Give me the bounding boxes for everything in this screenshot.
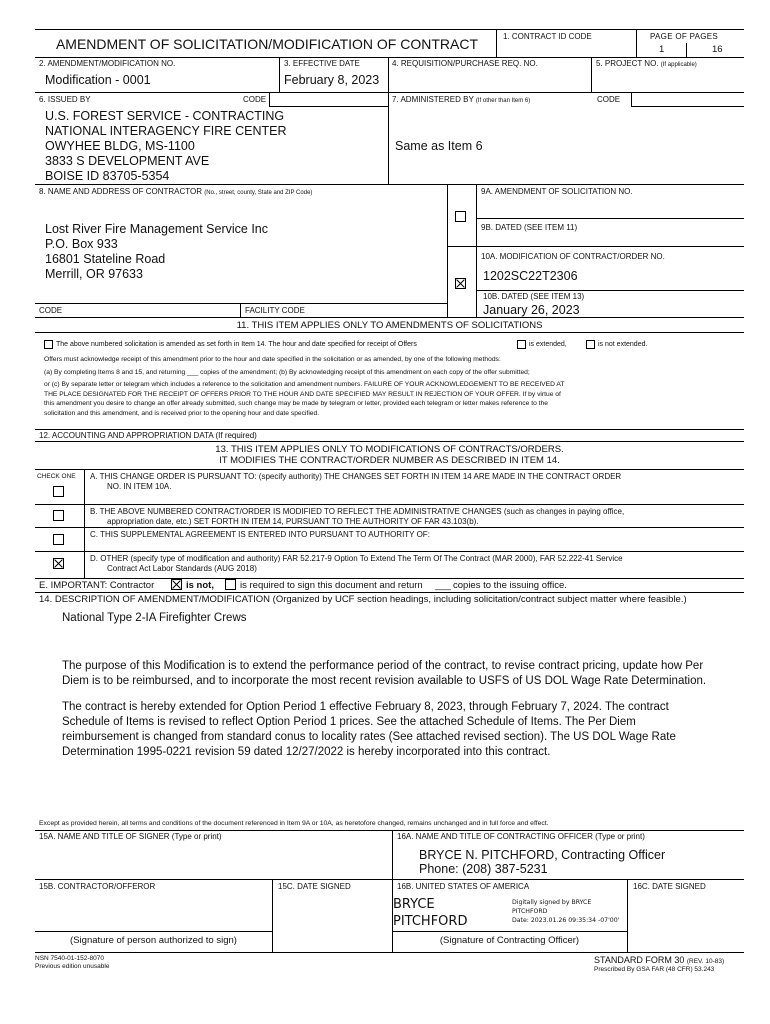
contractor-signature-caption: (Signature of person authorized to sign) xyxy=(70,935,237,946)
item-14-paragraph-2: The contract is hereby extended for Option Period 1 effective February 8, 2023, through February 7, 2024. The contract Schedule of Items is revised to reflect Option Period 1 prices. See the attached Schedule of Items. The Per Diem reimbursement is changed from standard conus to locality rates (See attached revised section). The US DOL Wage Rate Determination 1995-0221 revision 59 dated 12/27/2022 is hereby incorporated into this contract. xyxy=(62,701,676,758)
except-text: Except as provided herein, all terms and conditions of the document referenced in Item 9A or 10A, as heretofore changed, remains unchanged and in full force and effect. xyxy=(39,820,549,827)
digital-signature-name: BRYCE PITCHFORD xyxy=(393,897,468,929)
item-13c-text: C. THIS SUPPLEMENTAL AGREEMENT IS ENTERED INTO PURSUANT TO AUTHORITY OF: xyxy=(90,530,430,539)
amendment-no-label: 2. AMENDMENT/MODIFICATION NO. xyxy=(39,59,176,68)
item-15c-label: 15C. DATE SIGNED xyxy=(278,882,351,891)
item-13d-checkbox-checked[interactable] xyxy=(53,558,64,569)
item-15b-label: 15B. CONTRACTOR/OFFEROR xyxy=(39,882,156,891)
amendment-no-value: Modification - 0001 xyxy=(45,73,151,87)
page-of-pages-label: PAGE OF PAGES xyxy=(650,32,719,41)
item-13a-text: A. THIS CHANGE ORDER IS PURSUANT TO: (specify authority) THE CHANGES SET FORTH IN ITEM 14 ARE MADE IN THE CONTRACT ORDER NO. IN ITEM 10A. xyxy=(90,472,622,491)
effective-date-label: 3. EFFECTIVE DATE xyxy=(284,59,360,68)
item-15a-label: 15A. NAME AND TITLE OF SIGNER (Type or print) xyxy=(39,832,222,841)
check-one-label: CHECK ONE xyxy=(37,473,76,480)
is-not-label: is not, xyxy=(186,580,214,591)
is-required-checkbox[interactable] xyxy=(225,579,236,590)
is-not-checkbox-checked[interactable] xyxy=(171,579,182,590)
contract-id-label: 1. CONTRACT ID CODE xyxy=(503,32,592,41)
facility-code-label: FACILITY CODE xyxy=(245,306,305,315)
requisition-label: 4. REQUISITION/PURCHASE REQ. NO. xyxy=(392,59,538,68)
project-no-label: 5. PROJECT NO. (If applicable) xyxy=(596,59,697,68)
item-13b-text: B. THE ABOVE NUMBERED CONTRACT/ORDER IS MODIFIED TO REFLECT THE ADMINISTRATIVE CHANGES (such as changes in paying office, appropriation date, etc.) SET FORTH IN ITEM 14, PURSUANT TO THE AUTHORITY OF FAR 43.103(b). xyxy=(90,507,625,526)
contractor-address: Lost River Fire Management Service Inc P.O. Box 933 16801 Stateline Road Merrill, OR 97633 xyxy=(45,222,269,281)
item-13-heading: 13. THIS ITEM APPLIES ONLY TO MODIFICATIONS OF CONTRACTS/ORDERS. IT MODIFIES THE CONTRACT/ORDER NUMBER AS DESCRIBED IN ITEM 14. xyxy=(215,444,564,466)
form-title: AMENDMENT OF SOLICITATION/MODIFICATION OF CONTRACT xyxy=(55,36,479,52)
contractor-code-label: CODE xyxy=(39,306,63,315)
item-9a-label: 9A. AMENDMENT OF SOLICITATION NO. xyxy=(481,187,633,196)
contracting-officer-name: BRYCE N. PITCHFORD, Contracting Officer xyxy=(419,848,666,862)
contractor-label: 8. NAME AND ADDRESS OF CONTRACTOR (No., street, county, State and ZIP Code) xyxy=(39,187,313,196)
item-10b-value: January 26, 2023 xyxy=(483,303,580,317)
contracting-officer-phone: Phone: (208) 387-5231 xyxy=(419,862,548,876)
item-10-checkbox-checked[interactable] xyxy=(455,278,466,289)
page-number: 1 xyxy=(659,44,665,55)
item-9-checkbox[interactable] xyxy=(455,211,466,222)
item-16c-label: 16C. DATE SIGNED xyxy=(633,882,706,891)
item-13b-checkbox[interactable] xyxy=(53,510,64,521)
pages-total: 16 xyxy=(712,44,723,55)
digital-signature-details: Digitally signed by BRYCE PITCHFORD Date: 2023.01.26 09:35:34 -07'00' xyxy=(512,899,620,924)
item-11-heading: 11. THIS ITEM APPLIES ONLY TO AMENDMENTS OF SOLICITATIONS xyxy=(236,320,543,331)
item-11-text: Offers must acknowledge receipt of this amendment prior to the hour and date specified in the solicitation or as amended, by one of the following methods: (a) By completing Items 8 and 15, and returning ___ copies of the amendment; (b) By acknowledging receipt of this amendment on each copy of the offer submitted; or (c) By separate letter or telegram which includes a reference to the solicitation and amendment numbers. FAILURE OF YOUR ACKNOWLEDGEMENT TO BE RECEIVED AT THE PLACE DESIGNATED FOR THE RECEIPT OF OFFERS PRIOR TO THE HOUR AND DATE SPECIFIED MAY RESULT IN REJECTION OF YOUR OFFER. If by virtue of this amendment you desire to change an offer already submitted, such change may be made by telegram or letter, provided each telegram or letter makes reference to the solicitation and this amendment, and is received prior to the opening hour and date specified. xyxy=(44,356,565,417)
item-16a-label: 16A. NAME AND TITLE OF CONTRACTING OFFICER (Type or print) xyxy=(397,832,645,841)
is-extended-label: is extended, xyxy=(529,341,567,348)
item-13c-checkbox[interactable] xyxy=(53,534,64,545)
issued-by-code-label: CODE xyxy=(243,95,267,104)
important-label: E. IMPORTANT: Contractor xyxy=(39,580,155,591)
item-16b-label: 16B. UNITED STATES OF AMERICA xyxy=(397,882,530,891)
item-10a-label: 10A. MODIFICATION OF CONTRACT/ORDER NO. xyxy=(481,252,665,261)
issued-by-label: 6. ISSUED BY xyxy=(39,95,91,104)
item-10a-value: 1202SC22T2306 xyxy=(483,269,578,283)
item-13a-checkbox[interactable] xyxy=(53,486,64,497)
is-extended-checkbox[interactable] xyxy=(517,340,526,349)
prescribed-by-text: Prescribed By GSA FAR (48 CFR) 53.243 xyxy=(594,966,715,973)
item-14-paragraph-1: The purpose of this Modification is to extend the performance period of the contract, to revise contract pricing, update how Per Diem is to be reimbursed, and to incorporate the most recent revision available to USFS of US DOL Wage Rate Determination. xyxy=(62,660,707,687)
standard-form-label: STANDARD FORM 30 (REV. 10-83) xyxy=(594,955,725,965)
is-not-extended-checkbox[interactable] xyxy=(586,340,595,349)
offers-checkbox[interactable] xyxy=(44,340,53,349)
administered-by-code-label: CODE xyxy=(597,95,621,104)
administered-by-label: 7. ADMINISTERED BY (If other than Item 6) xyxy=(392,95,531,104)
item-11-line-1: The above numbered solicitation is amended as set forth in Item 14. The hour and date specified for receipt of Offers xyxy=(56,341,417,348)
item-14-subject: National Type 2-IA Firefighter Crews xyxy=(62,612,247,624)
copies-suffix: copies to the issuing office. xyxy=(453,580,567,591)
effective-date-value: February 8, 2023 xyxy=(284,73,380,87)
nsn-text: NSN 7540-01-152-8070 Previous edition unusable xyxy=(35,955,110,970)
officer-signature-caption: (Signature of Contracting Officer) xyxy=(439,935,580,946)
item-14-label: 14. DESCRIPTION OF AMENDMENT/MODIFICATION (Organized by UCF section headings, including solicitation/contract subject matter where feasible.) xyxy=(39,594,687,605)
issued-by-address: U.S. FOREST SERVICE - CONTRACTING NATIONAL INTERAGENCY FIRE CENTER OWYHEE BLDG, MS-1100 3833 S DEVELOPMENT AVE BOISE ID 83705-5354 xyxy=(45,109,287,183)
item-12-label: 12. ACCOUNTING AND APPROPRIATION DATA (If required) xyxy=(39,431,257,440)
is-required-label: is required to sign this document and return xyxy=(240,580,423,591)
item-9b-label: 9B. DATED (SEE ITEM 11) xyxy=(481,223,578,232)
is-not-extended-label: is not extended. xyxy=(598,341,648,348)
administered-by-value: Same as Item 6 xyxy=(395,139,483,153)
copies-blank: ___ xyxy=(435,580,451,591)
item-10b-label: 10B. DATED (SEE ITEM 13) xyxy=(483,292,585,301)
item-13d-text: D. OTHER (specify type of modification and authority) FAR 52.217-9 Option To Extend The Term Of The Contract (MAR 2000), FAR 52.222-41 Service Contract Act Labor Standards (AUG 2018) xyxy=(90,554,623,573)
